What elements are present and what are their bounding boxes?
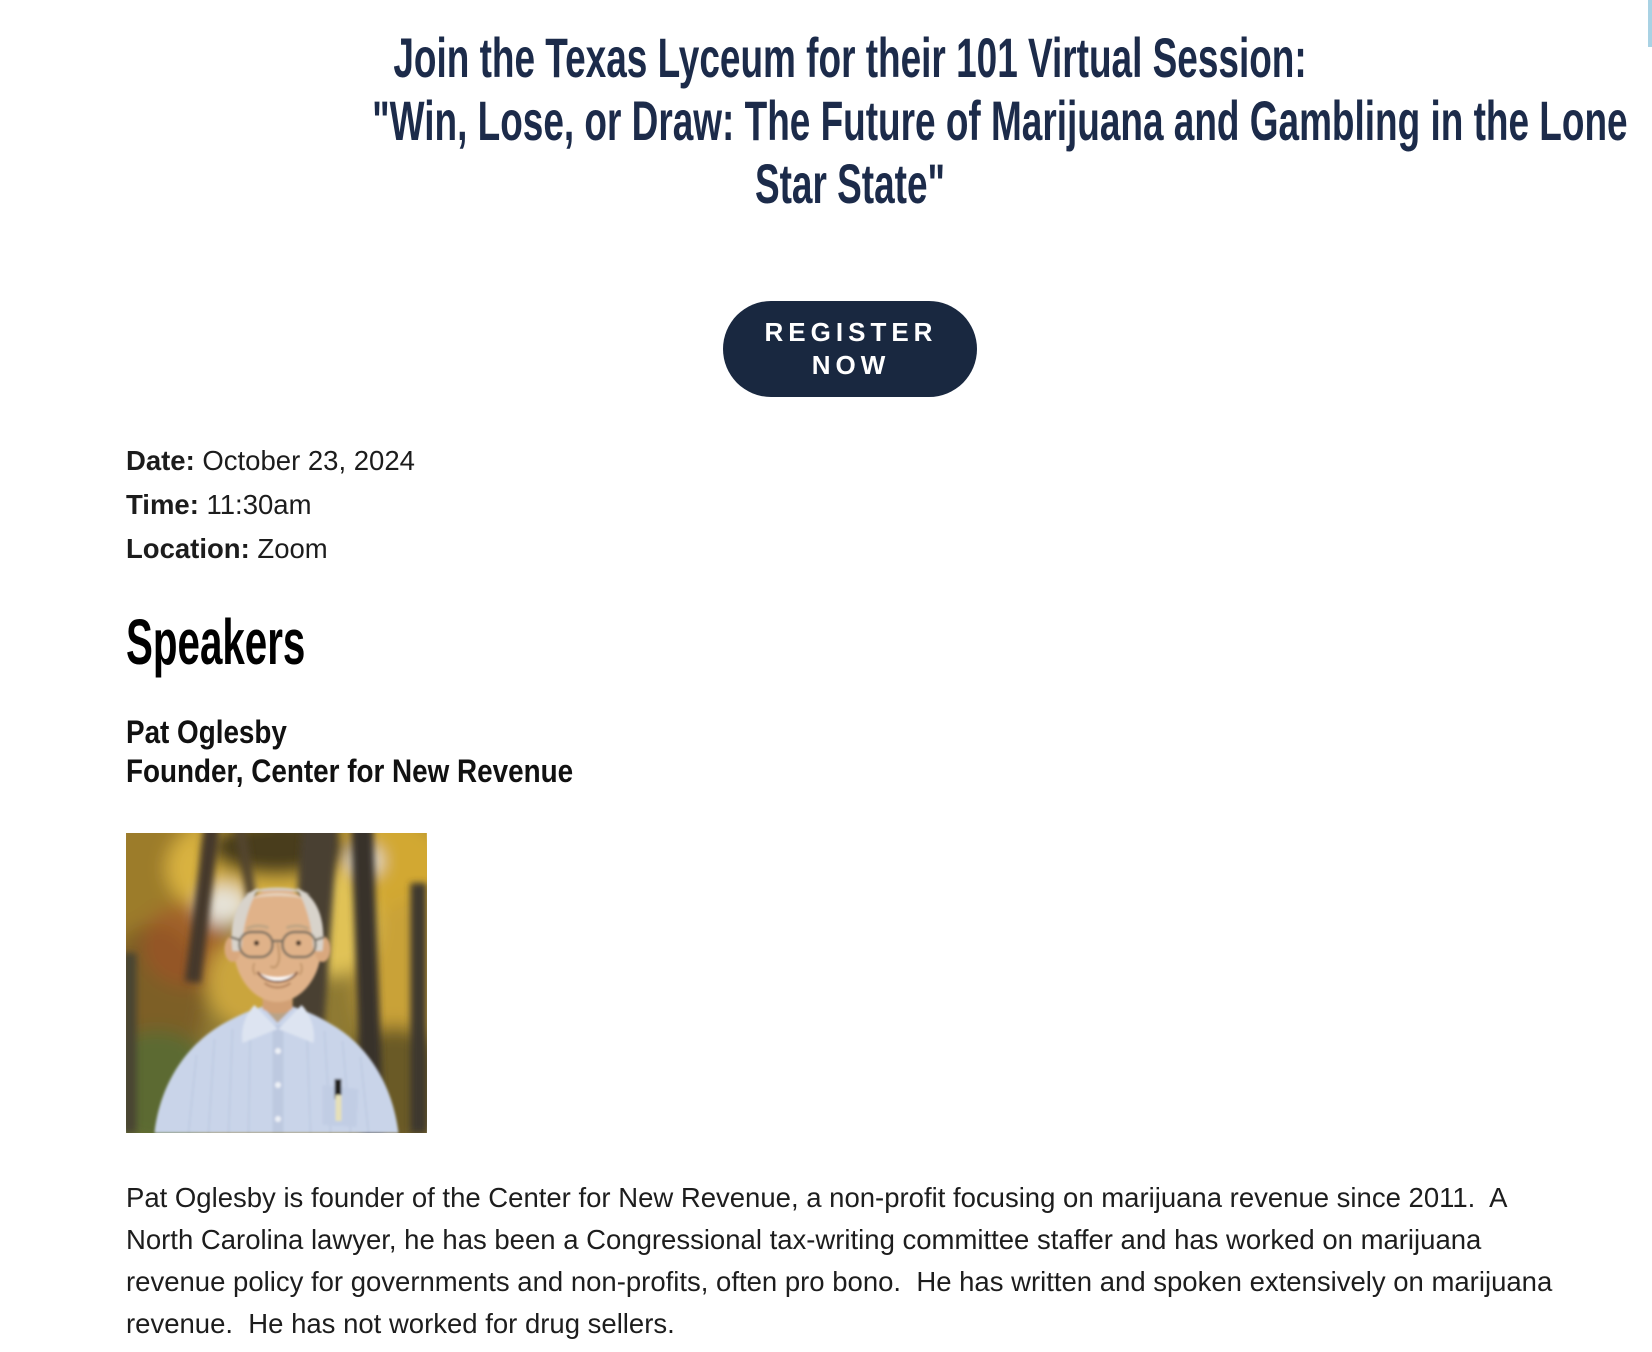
event-location-label: Location: (126, 533, 250, 564)
event-details (126, 439, 1574, 571)
register-now-button[interactable] (723, 301, 978, 397)
event-date-value: October 23, 2024 (202, 445, 415, 476)
event-date-label: Date: (126, 445, 195, 476)
speaker-name: Pat Oglesby (126, 714, 287, 750)
event-time-value: 11:30am (206, 489, 312, 520)
event-date-row (126, 439, 1574, 483)
scrollbar-fragment (1648, 0, 1652, 47)
event-title (126, 26, 1628, 215)
speaker-photo (126, 833, 427, 1133)
main-content (126, 0, 1628, 1345)
event-time-label: Time: (126, 489, 199, 520)
event-location-value: Zoom (257, 533, 328, 564)
register-now-button-label-line-1: REGISTER (764, 317, 938, 347)
speakers-heading: Speakers (126, 606, 306, 678)
event-title-line-2: "Win, Lose, or Draw: The Future of Marijuana and Gambling in the Lone (372, 89, 1628, 152)
event-location-row (126, 527, 1574, 571)
speaker-bio: Pat Oglesby is founder of the Center for New Revenue, a non-profit focusing on marijuana revenue since 2011. A North Carolina lawyer, he has been a Congressional tax-writing committee staffer and has worked on marijuana revenue policy for governments and non-profits, often pro bono. He has written and spoken extensively on marijuana revenue. He has not worked for drug sellers. (126, 1182, 1560, 1339)
event-title-line-1: Join the Texas Lyceum for their 101 Virtual Session: (393, 26, 1307, 89)
speaker-role: Founder, Center for New Revenue (126, 753, 574, 789)
event-time-row (126, 483, 1574, 527)
event-title-line-3: Star State" (754, 152, 946, 215)
register-button-row (126, 301, 1574, 397)
register-now-button-label-line-2: NOW (811, 350, 891, 380)
